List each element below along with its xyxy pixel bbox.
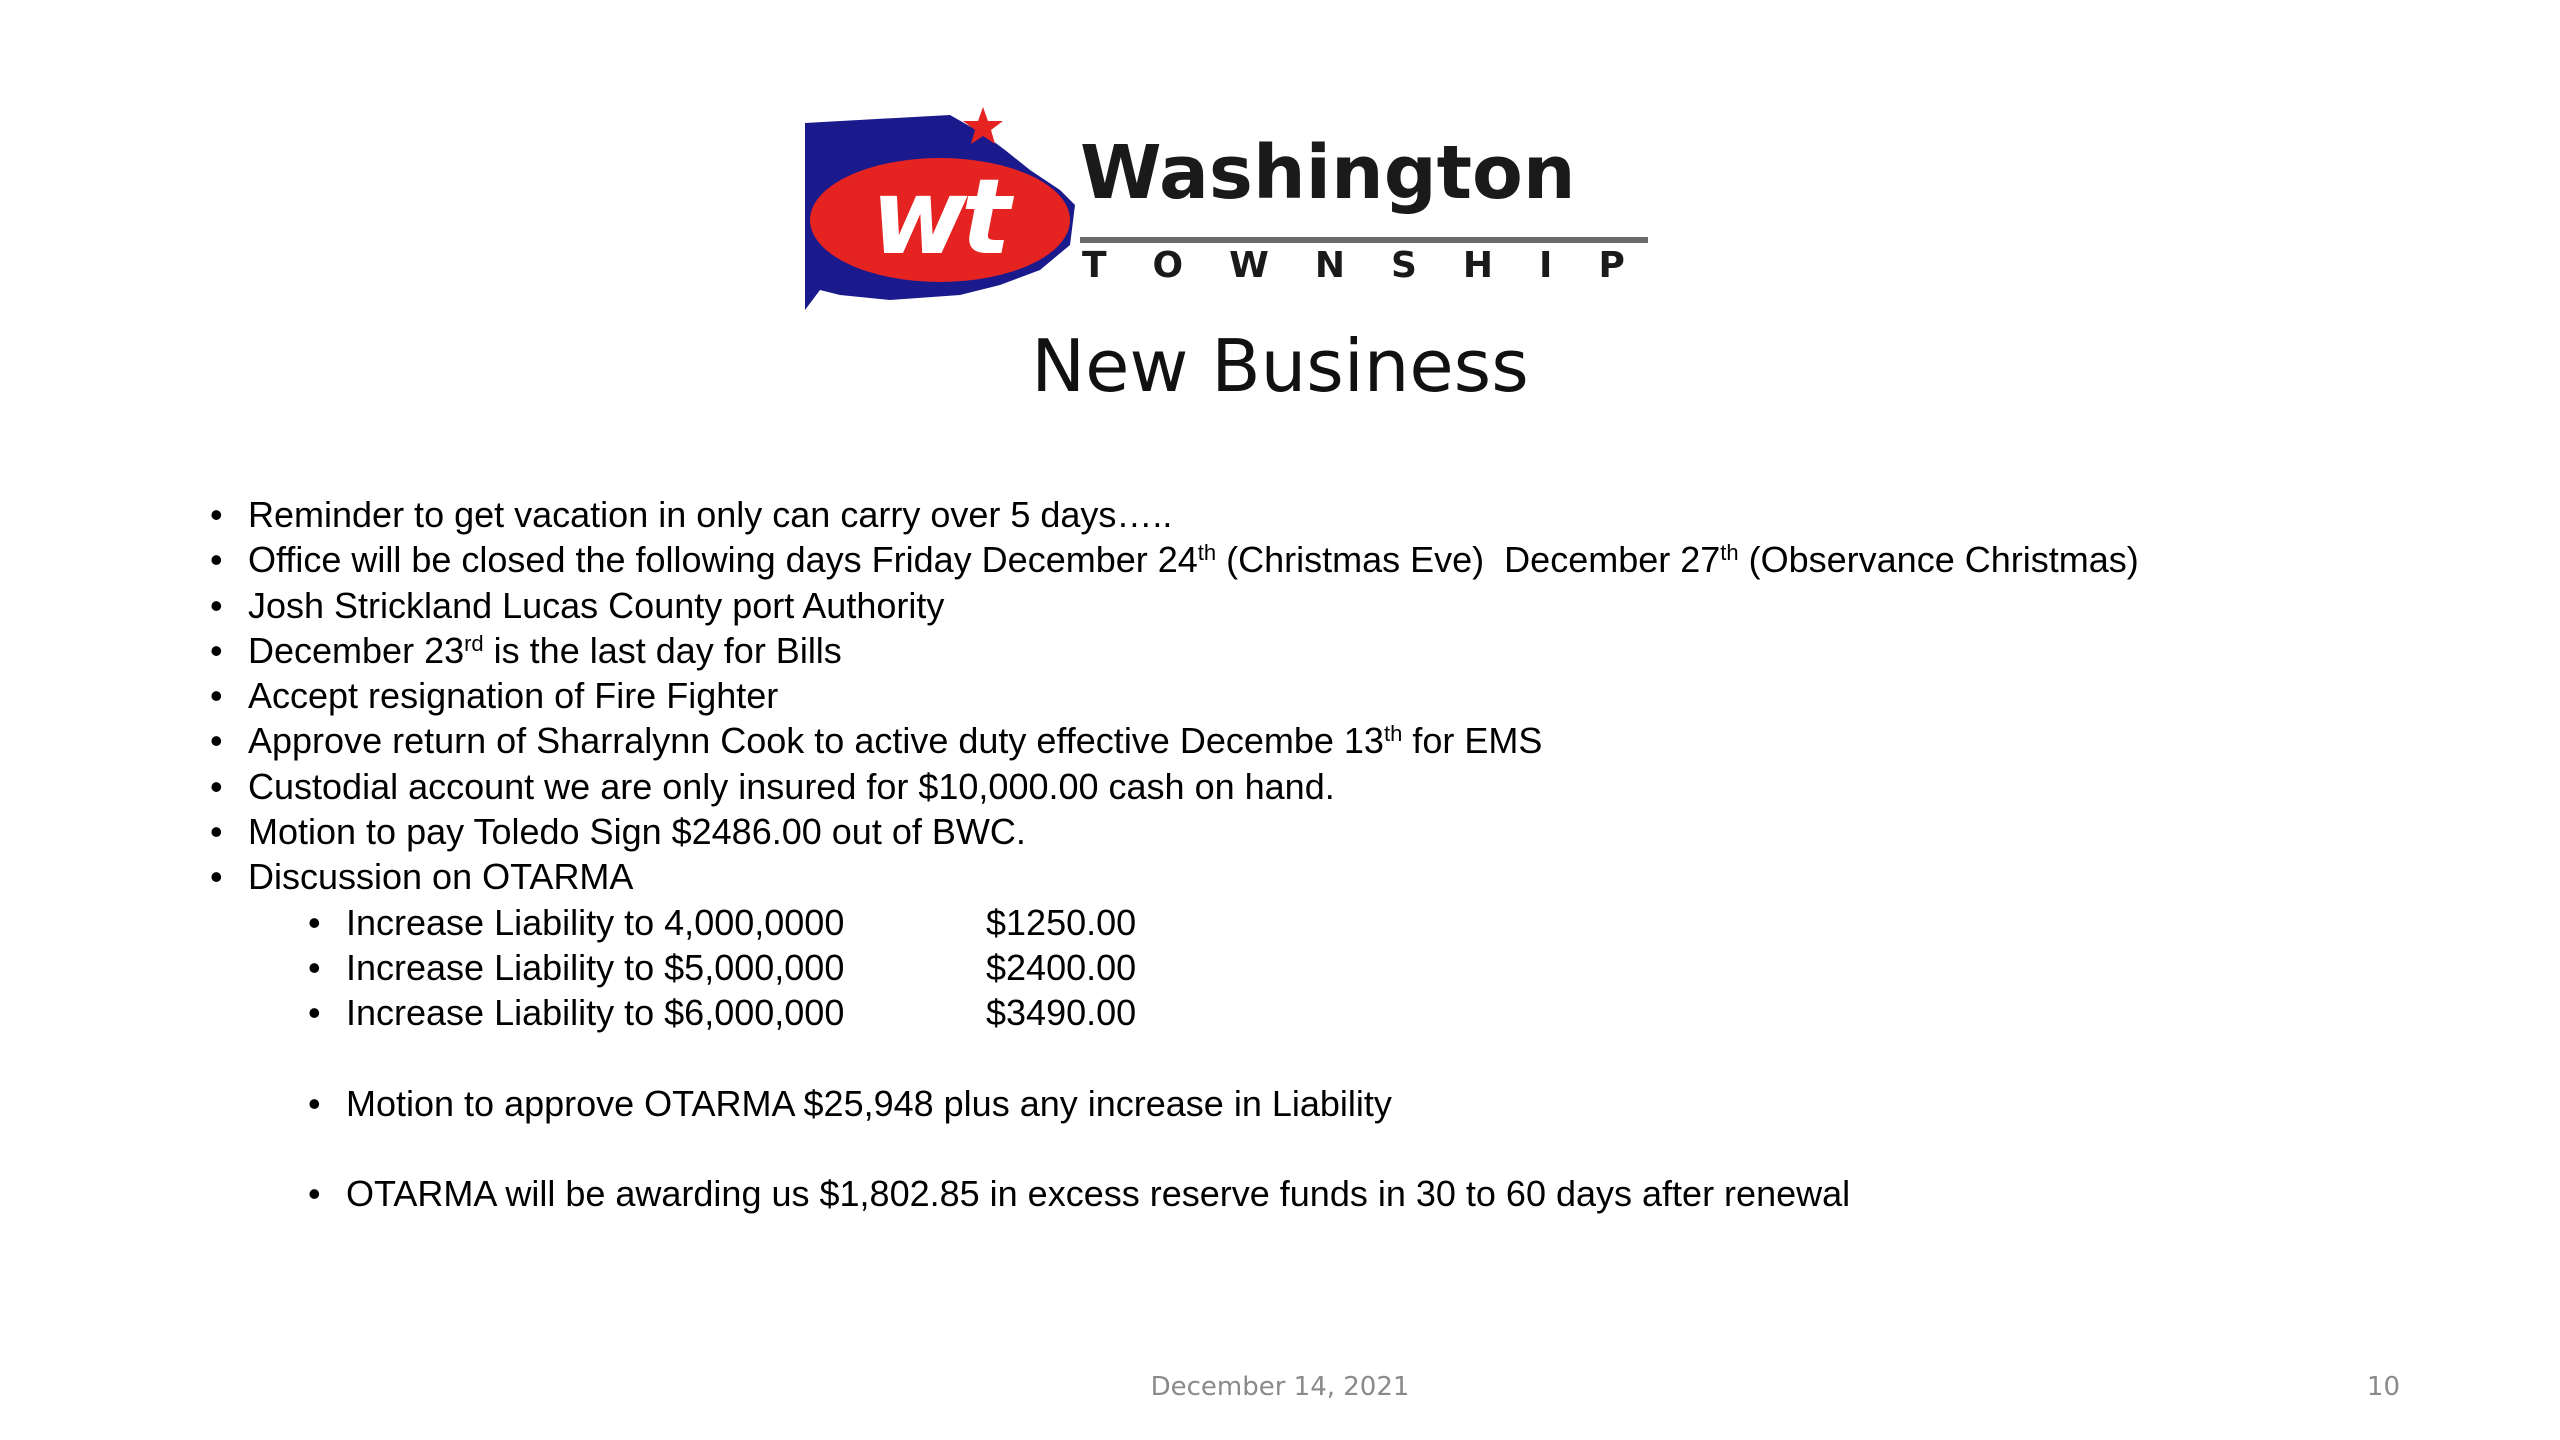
bullet-text: Reminder to get vacation in only can carry over 5 days….. — [248, 494, 1173, 535]
spacer — [206, 1036, 2506, 1081]
sub-bullet-item — [206, 900, 2506, 945]
bullet-text: (Observance Christmas) — [1738, 539, 2139, 581]
sub-bullet-item — [206, 945, 2506, 990]
logo-monogram: wt — [871, 156, 1005, 278]
bullet-text: (Christmas Eve) December 27 — [1216, 539, 1721, 581]
washington-township-logo — [800, 95, 1700, 315]
liability-label: Increase Liability to $5,000,000 — [346, 946, 845, 988]
liability-label: Increase Liability to 4,000,0000 — [346, 901, 845, 943]
bullet-text: Custodial account we are only insured for $10,000.00 cash on hand. — [248, 765, 1335, 807]
bullet-list — [206, 492, 2506, 1217]
bullet-item — [206, 854, 2506, 899]
bullet-item — [206, 628, 2506, 673]
logo-subname: TOWNSHIP — [1082, 245, 1671, 286]
bullet-text: December 23 — [248, 629, 465, 671]
ordinal-suffix: th — [1383, 721, 1403, 747]
sub-bullet-item — [206, 1081, 2506, 1126]
bullet-text: Office will be closed the following days Friday December 24 — [248, 539, 1198, 581]
bullet-text: Accept resignation of Fire Fighter — [248, 675, 779, 717]
bullet-text: Discussion on OTARMA — [248, 856, 634, 898]
ordinal-suffix: th — [1197, 540, 1217, 566]
liability-amount: $1250.00 — [986, 901, 1137, 943]
bullet-item — [206, 492, 2506, 537]
bullet-text: Approve return of Sharralynn Cook to active duty effective Decembe 13 — [248, 720, 1384, 762]
bullet-item — [206, 537, 2506, 582]
liability-amount: $3490.00 — [986, 992, 1137, 1034]
slide-title: New Business — [1031, 324, 1529, 408]
bullet-item — [206, 764, 2506, 809]
page-number: 10 — [2366, 1372, 2400, 1402]
bullet-text: Josh Strickland Lucas County port Authority — [248, 584, 945, 626]
bullet-text: Motion to pay Toledo Sign $2486.00 out of BWC. — [248, 811, 1026, 853]
ordinal-suffix: th — [1720, 540, 1739, 566]
liability-label: Increase Liability to $6,000,000 — [346, 992, 845, 1034]
spacer — [206, 1126, 2506, 1171]
sub-bullet-item — [206, 1171, 2506, 1216]
logo-divider — [1080, 237, 1648, 243]
bullet-item — [206, 673, 2506, 718]
bullet-item — [206, 809, 2506, 854]
footer-date: December 14, 2021 — [1150, 1372, 1410, 1402]
ordinal-suffix: rd — [464, 630, 484, 656]
bullet-text: for EMS — [1402, 720, 1543, 762]
bullet-item — [206, 718, 2506, 763]
bullet-item — [206, 583, 2506, 628]
award-text: OTARMA will be awarding us $1,802.85 in excess reserve funds in 30 to 60 days after renewal — [346, 1173, 1851, 1215]
logo-name: Washington — [1080, 130, 1576, 216]
sub-bullet-item — [206, 990, 2506, 1035]
bullet-text: is the last day for Bills — [483, 629, 842, 671]
liability-amount: $2400.00 — [986, 946, 1137, 988]
motion-text: Motion to approve OTARMA $25,948 plus any increase in Liability — [346, 1082, 1392, 1124]
